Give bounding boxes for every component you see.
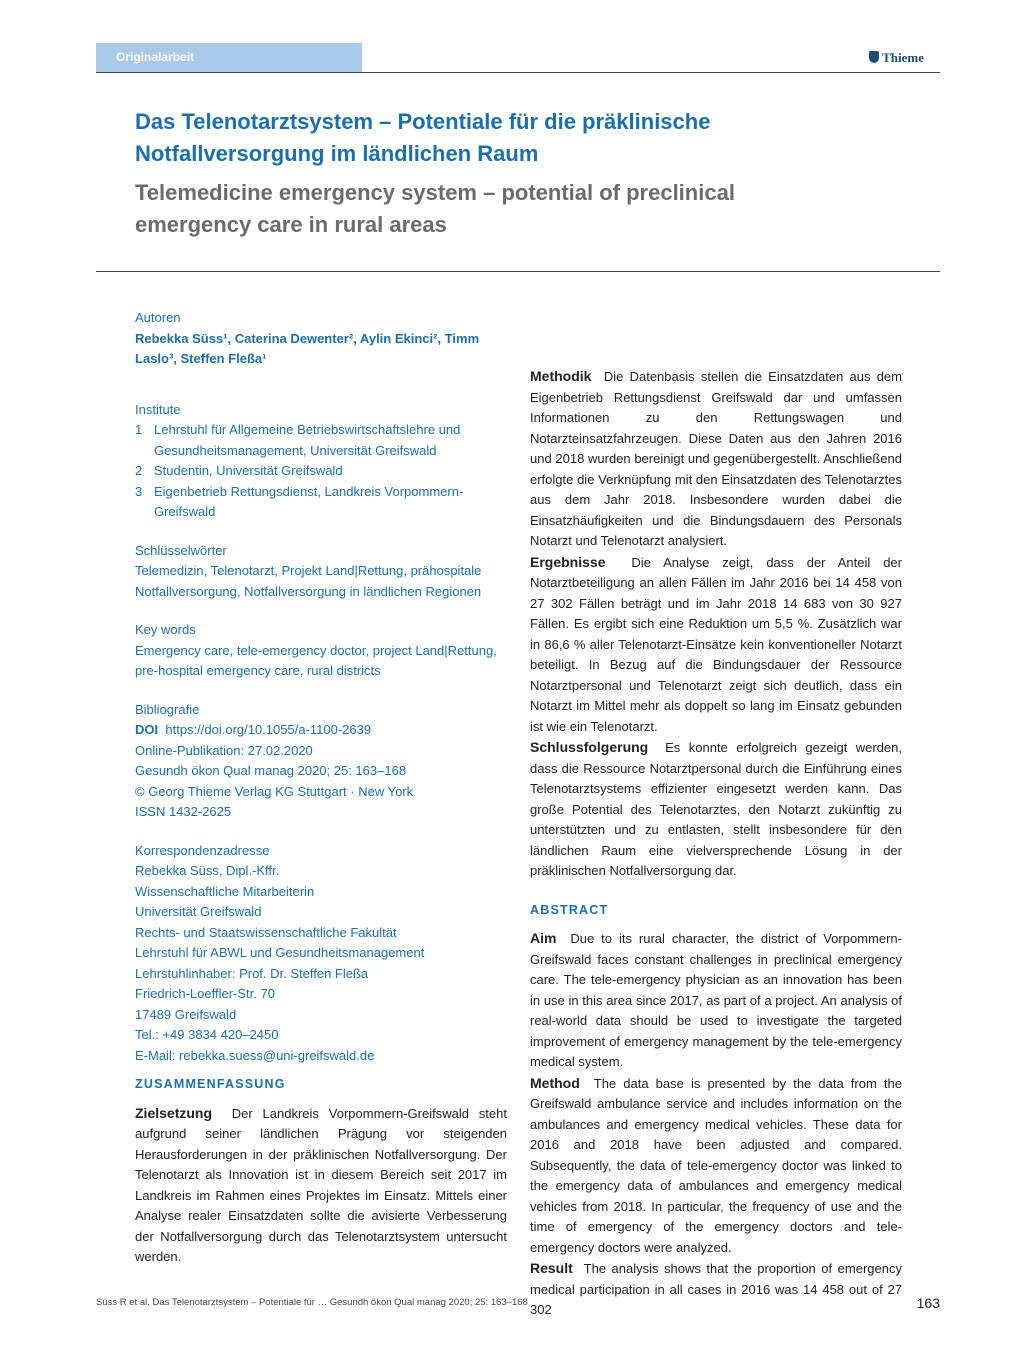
keywords-en-section	[135, 620, 510, 682]
keywords-en-label: Key words	[135, 622, 196, 637]
methodik-paragraph: Methodik Die Datenbasis stellen die Einsatzdaten aus dem Eigenbetrieb Rettungsdienst Greifswald dar und umfassen Informationen zu den Rettungswagen und Notarzteinsatzfahrzeugen. Diese Daten aus den Jahren 2016 und 2018 wurden bereinigt und gegenübergestellt. Anschließend erfolgte die Verknüpfung mit den Einsatzdaten des Telenotarztes aus dem Jahr 2018. Insbesondere wurden dabei die Einsatzhäufigkeiten und die Bindungsdauern des Personals Notarzt und Telenotarzt analysiert.	[530, 368, 902, 548]
abstract-column	[530, 366, 902, 1321]
keywords-de-label: Schlüsselwörter	[135, 542, 227, 558]
correspondence-section: Korrespondenzadresse Rebekka Süss, Dipl.-Kffr. Wissenschaftliche Mitarbeiterin Universität Greifswald Rechts- und Staatswissenschaftliche Fakultät Lehrstuhl für ABWL und Gesundheitsmanagement Lehrstuhlinhaber: Prof. Dr. Steffen Fleßa Friedrich-Loeffler-Str. 70 17489 Greifswald Tel.: +49 3834 420–2450 E-Mail: rebekka.suess@uni-greifswald.de	[135, 841, 510, 1067]
ergebnisse-paragraph: Ergebnisse Die Analyse zeigt, dass der Anteil der Notarztbeteiligung an allen Fällen im Jahr 2016 bei 14 458 von 27 302 Fällen beträgt und im Jahr 2018 14 683 von 30 927 Fällen. Es ergibt sich eine Reduktion um 5,5 %. Zusätzlich war in 86,6 % aller Telenotarzt-Einsätze kein konventioneller Notarzt beteiligt. In Bezug auf die Bindungsdauer der Ressource Notarztpersonal und Telenotarzt zeigt sich deutlich, dass ein Notarzt im Mittel mehr als doppelt so lang im Einsatz gebunden ist wie ein Telenotarzt.	[530, 553, 902, 734]
authors-section	[135, 308, 510, 370]
email-link[interactable]: E-Mail: rebekka.suess@uni-greifswald.de	[135, 1047, 375, 1063]
page-number: 163	[916, 1295, 940, 1311]
keywords-de-text: Telemedizin, Telenotarzt, Projekt Land|Rettung, prähospitale Notfallversorgung, Notfallversorgung in ländlichen Regionen	[135, 563, 482, 599]
zusammenfassung-start	[135, 1074, 507, 1268]
doi-link[interactable]: https://doi.org/10.1055/a-1100-2639	[165, 722, 372, 737]
method-paragraph: Method The data base is presented by the data from the Greifswald ambulance service and includes information on the ambulances and emergency medical vehicles. These data for 2016 and 2018 have been adjusted and compared. Subsequently, the data of tele-emergency doctor was linked to the emergency data of ambulances and emergency medical vehicles from 2018. In particular, the frequency of use and the time of emergency of the emergency doctors and tele-emergency doctors were analyzed.	[530, 1074, 902, 1255]
institutes-label: Institute	[135, 401, 181, 417]
zielsetzung-paragraph: Zielsetzung Der Landkreis Vorpommern-Greifswald steht aufgrund seiner ländlichen Prägung vor steigenden Herausforderungen in der präklinischen Notfallversorgung. Der Telenotarzt als Innovation ist in diesem Bereich seit 2017 im Landkreis im Rahmen eines Projektes im Einsatz. Mittels einer Analyse realer Einsatzdaten sollte die avisierte Verbesserung der Notfallversorgung durch das Telenotarztsystem untersucht werden.	[135, 1104, 507, 1264]
institute-item: 2 Studentin, Universität Greifswald	[135, 463, 343, 478]
title-rule	[96, 271, 940, 272]
bibliography-label: Bibliografie	[135, 701, 200, 717]
author-names: Rebekka Süss¹, Caterina Dewenter², Aylin Ekinci², Timm Laslo³, Steffen Fleßa¹	[135, 330, 480, 366]
title-german: Das Telenotarztsystem – Potentiale für die präklinische Notfallversorgung im ländlichen Raum	[135, 109, 711, 166]
citation: Gesundh ökon Qual manag 2020; 25: 163–168	[135, 763, 407, 778]
issn: ISSN 1432-2625	[135, 804, 232, 819]
institute-item: 3 Eigenbetrieb Rettungsdienst, Landkreis Vorpommern-Greifswald	[135, 483, 464, 519]
publisher-logo	[869, 50, 924, 66]
header-rule	[96, 72, 940, 73]
publisher-name: Thieme	[882, 50, 924, 65]
keywords-en-text: Emergency care, tele-emergency doctor, project Land|Rettung, pre-hospital emergency care, rural districts	[135, 642, 497, 678]
title-english: Telemedicine emergency system – potential of preclinical emergency care in rural areas	[135, 180, 735, 237]
thieme-logo-icon	[869, 51, 879, 63]
aim-paragraph: Aim Due to its rural character, the district of Vorpommern-Greifswald faces constant challenges in preclinical emergency care. The tele-emergency physician as an innovation has been in use in this area since 2017, as part of a project. An analysis of real-world data should be used to investigate the targeted improvement of emergency management by the tele-emergency medical system.	[530, 930, 902, 1069]
institutes-section	[135, 400, 510, 523]
doi-label: DOI	[135, 722, 159, 737]
authors-label: Autoren	[135, 310, 181, 325]
online-publication: Online-Publikation: 27.02.2020	[135, 742, 313, 758]
section-label: Originalarbeit	[96, 43, 362, 72]
keywords-de-section	[135, 541, 510, 603]
schlussfolgerung-paragraph: Schlussfolgerung Es konnte erfolgreich gezeigt werden, dass die Ressource Notarztpersonal durch die Einführung eines Telenotarztsystems effizienter eingesetzt werden kann. Das große Potential des Telenotarztes, den Notarzt zukünftig zu unterstützten und zu entlasten, stellt insbesondere für den ländlichen Raum eine vielversprechende Lösung in der präklinischen Notfallversorgung dar.	[530, 739, 902, 878]
result-paragraph: Result The analysis shows that the proportion of emergency medical participation in all cases in 2016 was 14 458 out of 27 302	[530, 1260, 902, 1317]
bibliography-section	[135, 700, 510, 823]
footer-citation: Süss R et al. Das Telenotarztsystem – Potentiale für … Gesundh ökon Qual manag 2020; 25: 163–168	[96, 1297, 528, 1308]
metadata-column	[135, 308, 510, 1084]
correspondence-label: Korrespondenzadresse	[135, 842, 270, 858]
zusammenfassung-heading: ZUSAMMENFASSUNG	[135, 1077, 286, 1091]
abstract-heading: ABSTRACT	[530, 902, 609, 917]
copyright: © Georg Thieme Verlag KG Stuttgart · New York	[135, 783, 414, 799]
institute-item: 1 Lehrstuhl für Allgemeine Betriebswirtschaftslehre und Gesundheitsmanagement, Universität Greifswald	[135, 422, 461, 458]
